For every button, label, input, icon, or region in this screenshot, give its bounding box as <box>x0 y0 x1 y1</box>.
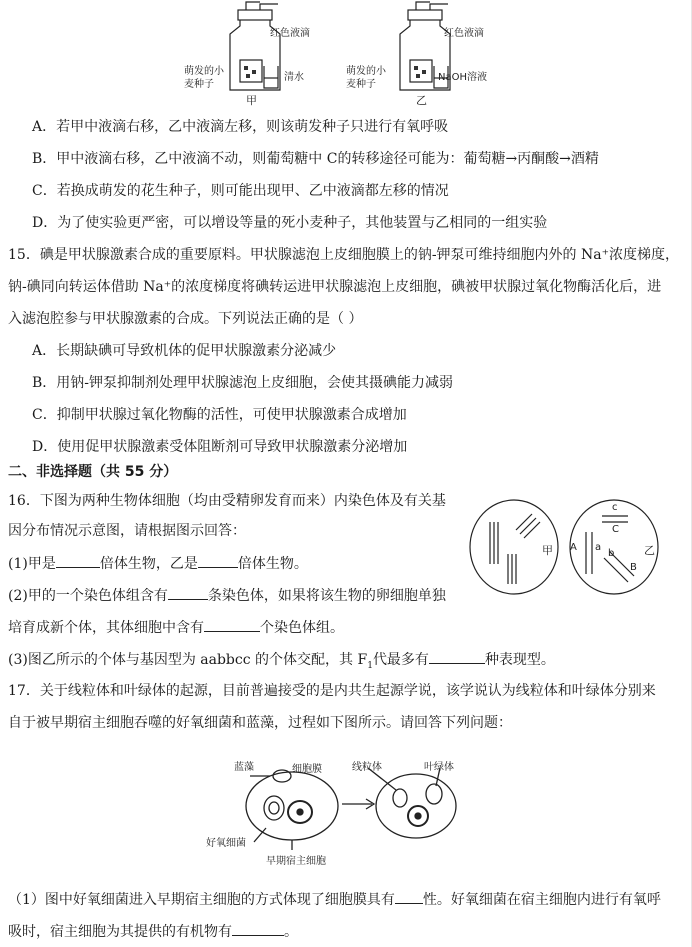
q16-stem-line-1: 16．下图为两种生物体细胞（均由受精卵发育而来）内染色体及有关基 <box>8 493 446 509</box>
q15-stem-line-2: 钠-碘同向转运体借助 Na⁺的浓度梯度将碘转运进甲状腺滤泡上皮细胞，碘被甲状腺过氧化物酶活化后，进 <box>8 279 662 295</box>
q16-part-1 <box>8 553 308 574</box>
flask-yi-drop-label: 红色液滴 <box>444 28 484 39</box>
q17-p1-text-d: 。 <box>284 924 298 940</box>
q14-option-b: B．甲中液滴右移，乙中液滴不动，则葡萄糖中 C的转移途径可能为：葡萄糖→丙酮酸→酒精 <box>32 151 599 167</box>
q16-p3-sub: 1 <box>367 660 373 671</box>
label-cell-membrane: 细胞膜 <box>292 764 322 775</box>
flask-yi-seed-label-2: 麦种子 <box>346 79 376 90</box>
endosymbiosis-figure <box>200 746 480 872</box>
gene-a-label: a <box>595 542 602 553</box>
q15-stem-line-1: 15．碘是甲状腺激素合成的重要原料。甲状腺滤泡上皮细胞膜上的钠-钾泵可维持细胞内外的 Na⁺浓度梯度， <box>8 247 679 263</box>
label-chloroplast: 叶绿体 <box>424 762 454 773</box>
q16-part-3 <box>8 649 555 676</box>
q16-p1-text-b: 倍体生物，乙是 <box>99 556 198 572</box>
gene-b-label: b <box>608 548 615 559</box>
flask-jia-seed-label: 萌发的小 <box>184 66 224 77</box>
flask-jia-name: 甲 <box>246 94 257 107</box>
q17-p1-blank-1[interactable] <box>395 889 423 904</box>
q16-p1-blank-2[interactable] <box>198 553 238 568</box>
q16-p2-blank-1[interactable] <box>168 585 208 600</box>
cell-yi-label: 乙 <box>644 544 655 557</box>
q16-part-2 <box>8 585 446 606</box>
q15-stem-line-3: 入滤泡腔参与甲状腺激素的合成。下列说法正确的是（ ） <box>8 311 363 327</box>
q16-p1-blank-1[interactable] <box>56 553 100 568</box>
q15-option-b: B．用钠-钾泵抑制剂处理甲状腺滤泡上皮细胞，会使其摄碘能力减弱 <box>32 375 454 391</box>
q16-p3-text-a: (3)图乙所示的个体与基因型为 aabbcc 的个体交配，其 F <box>8 652 368 668</box>
q17-p1-blank-2[interactable] <box>232 921 284 936</box>
chromosome-figure <box>462 494 672 600</box>
q16-p3-text-c: 种表现型。 <box>484 652 555 668</box>
gene-c-label: c <box>612 502 618 513</box>
q16-p2-text-a: (2)甲的一个染色体组含有 <box>8 588 168 604</box>
flask-yi-liquid-label: NaOH溶液 <box>438 72 487 83</box>
q16-p3-blank[interactable] <box>429 649 485 664</box>
q17-part-1 <box>8 889 661 910</box>
flask-jia <box>230 2 280 90</box>
q16-p1-text-c: 倍体生物。 <box>237 556 308 572</box>
q14-option-c: C．若换成萌发的花生种子，则可能出现甲、乙中液滴都左移的情况 <box>32 183 449 199</box>
label-lanzao: 蓝藻 <box>234 762 254 773</box>
q17-stem-line-2: 自于被早期宿主细胞吞噬的好氧细菌和蓝藻，过程如下图所示。请回答下列问题： <box>8 715 512 731</box>
q17-p1-text-a: （1）图中好氧细菌进入早期宿主细胞的方式体现了细胞膜具有 <box>8 892 395 908</box>
q15-option-a: A．长期缺碘可导致机体的促甲状腺激素分泌减少 <box>32 343 337 359</box>
q16-p2-text-b: 条染色体，如果将该生物的卵细胞单独 <box>207 588 446 604</box>
q17-p1-text-c: 吸时，宿主细胞为其提供的有机物有 <box>8 924 232 940</box>
q17-part-1-cont <box>8 921 298 942</box>
gene-C-label: C <box>612 524 619 535</box>
label-mitochondria: 线粒体 <box>352 762 382 773</box>
flask-yi-seed-label: 萌发的小 <box>346 66 386 77</box>
label-aerobic-bacteria: 好氧细菌 <box>206 838 246 849</box>
flask-jia-seed-label-2: 麦种子 <box>184 79 214 90</box>
section-heading: 二、非选择题（共 55 分） <box>8 464 178 480</box>
cell-jia-label: 甲 <box>542 544 553 557</box>
gene-A-label: A <box>570 542 577 553</box>
flask-diagram <box>160 0 500 110</box>
q16-p1-text-a: (1)甲是 <box>8 556 56 572</box>
q17-p1-text-b: 性。好氧细菌在宿主细胞内进行有氧呼 <box>422 892 661 908</box>
q16-stem-line-2: 因分布情况示意图，请根据图示回答： <box>8 523 246 539</box>
q16-p3-text-b: 代最多有 <box>372 652 429 668</box>
q16-p2-text-d: 个染色体组。 <box>260 620 344 636</box>
q14-option-a: A．若甲中液滴右移，乙中液滴左移，则该萌发种子只进行有氧呼吸 <box>32 119 449 135</box>
flask-figure <box>160 0 500 110</box>
label-host-cell: 早期宿主细胞 <box>266 856 326 867</box>
q14-option-d: D．为了使实验更严密，可以增设等量的死小麦种子，其他装置与乙相同的一组实验 <box>32 215 548 231</box>
q17-stem-line-1: 17．关于线粒体和叶绿体的起源，目前普遍接受的是内共生起源学说，该学说认为线粒体和叶绿体分别来 <box>8 683 656 699</box>
flask-yi-name: 乙 <box>416 94 427 107</box>
chromosome-diagram <box>462 494 672 600</box>
q16-part-2-cont <box>8 617 344 638</box>
flask-jia-drop-label: 红色液滴 <box>270 28 310 39</box>
q16-p2-blank-2[interactable] <box>204 617 260 632</box>
flask-jia-liquid-label: 清水 <box>284 72 304 83</box>
q16-p2-text-c: 培育成新个体，其体细胞中含有 <box>8 620 204 636</box>
q15-option-d: D．使用促甲状腺激素受体阻断剂可导致甲状腺激素分泌增加 <box>32 439 408 455</box>
q15-option-c: C．抑制甲状腺过氧化物酶的活性，可使甲状腺激素合成增加 <box>32 407 407 423</box>
gene-B-label: B <box>630 562 637 573</box>
